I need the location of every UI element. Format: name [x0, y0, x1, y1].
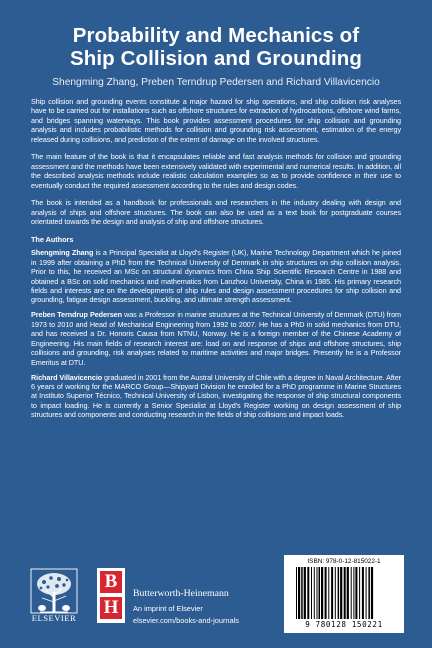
- barcode-bar: [301, 567, 303, 619]
- author-bio-villavicencio: [31, 373, 401, 420]
- barcode-bar: [351, 567, 352, 619]
- barcode-number: 9 780128 150221: [305, 620, 383, 629]
- bh-logo-letter-h: H: [100, 597, 122, 619]
- barcode-bar: [359, 567, 360, 619]
- author-bio-name: Preben Terndrup Pedersen: [31, 310, 122, 320]
- barcode-icon: [294, 567, 398, 619]
- barcode-bar: [366, 567, 367, 619]
- title-line-1: Probability and Mechanics of: [72, 24, 360, 47]
- barcode-bar: [344, 567, 346, 619]
- barcode-bar: [338, 567, 340, 619]
- barcode-bar: [311, 567, 312, 619]
- barcode-bar: [355, 567, 357, 619]
- author-bio-name: Richard Villavicencio: [31, 372, 103, 382]
- author-bio-name: Shengming Zhang: [31, 248, 94, 258]
- author-names: Shengming Zhang, Preben Terndrup Pedersen and Richard Villavicencio: [52, 77, 380, 88]
- authors-heading: The Authors: [31, 235, 74, 245]
- barcode-bar: [325, 567, 327, 619]
- barcode-bar: [304, 567, 306, 619]
- barcode-bar: [307, 567, 309, 619]
- barcode-bar: [362, 567, 364, 619]
- barcode-bar: [353, 567, 354, 619]
- barcode-bar: [298, 567, 300, 619]
- author-bio-text: graduated in 2001 from the Austral University of Chile with a degree in Naval Architecture. After 6 years of working for the MARCO Group—Shipyard Division he enrolled for a PhD programme in Marine Structures at Instituto Superior Técnico, Technical University of Lisbon, investigating the response of ship structural components to impact loading. He is currently a Senior Specialist at Lloyd’s Register working on design assessment of ship structures and components and conducting research in the fields of ship collisions and impact loads.: [31, 372, 401, 420]
- barcode-bar: [314, 567, 315, 619]
- elsevier-tree-logo-icon: [30, 568, 78, 614]
- author-bio-zhang: [31, 248, 401, 304]
- elsevier-wordmark: ELSEVIER: [31, 613, 77, 623]
- barcode-bar: [321, 567, 323, 619]
- bh-logo-letter-b: B: [100, 571, 122, 593]
- barcode-bar: [335, 567, 336, 619]
- barcode-bar: [368, 567, 370, 619]
- butterworth-heinemann-logo-icon: [97, 568, 125, 623]
- book-title: [16, 24, 416, 70]
- barcode-bar: [317, 567, 318, 619]
- isbn-text: ISBN: 978-0-12-815022-1: [307, 558, 381, 565]
- barcode-bar: [340, 567, 342, 619]
- barcode-bar: [347, 567, 349, 619]
- isbn-barcode: [284, 555, 404, 633]
- barcode-bar: [319, 567, 321, 619]
- author-bio-pedersen: [31, 310, 401, 366]
- barcode-bar: [371, 567, 373, 619]
- description-paragraph-3: The book is intended as a handbook for professionals and researchers in the industry dealing with design and analysis of ships and offshore structures. The book can also be used as a text book for postgraduate courses orientated towards the design and analysis of ship and offshore structures.: [31, 198, 401, 227]
- description-paragraph-1: Ship collision and grounding events constitute a major hazard for ship operations, and ship collision risk analyses have to be carried out for installations such as offshore structures for extraction of hydrocarbons, offshore wind farms, and bridges spanning waterways. This book provides assessment procedures for ship collision and grounding analysis and includes probabilistic methods for collision and grounding risk assessment, estimation of the energy released during collisions, and prediction of the extent of damage on the involved structures.: [31, 97, 401, 144]
- author-bio-text: was a Professor in marine structures at the Technical University of Denmark (DTU) from 1973 to 2010 and Head of Mechanical Engineering from 1992 to 2007. He has a PhD in solid mechanics from DTU, and has received a Dr. Honoris Causa from NTNU, Norway. He is a foreign member of the Chinese Academy of Engineering. His main fields of research interest are: load on and response of ships and offshore structures, ship collisions and grounding, risk analyses related to maritime activities and major bridges. Presently he is a Professor Emeritus at DTU.: [31, 310, 401, 367]
- publisher-name: Butterworth-Heinemann: [133, 588, 229, 599]
- barcode-bar: [331, 567, 333, 619]
- back-cover-text: [31, 97, 401, 425]
- author-bio-text: is a Principal Specialist at Lloyd’s Register (UK), Marine Technology Department which he joined in 1999 after obtaining a PhD from the Technical University of Denmark in ship structures on ship collision analysis. Prior to this, he received an MSc on structural dynamics from China Ship Scientific Research Centre in 1988 and obtained a BSc on solid mechanics and mathematics from Lanzhou University, China in 1985. His primary research fields and interests are on the developments of ship rules and design assessment procedures for ship collision and grounding, fatigue design assessment, buckling, and ultimate strength assessment.: [31, 248, 401, 305]
- publisher-url: elsevier.com/books-and-journals: [133, 616, 239, 625]
- description-paragraph-2: The main feature of the book is that it encapsulates reliable and fast analysis methods for collision and grounding assessment and the methods have been extensively validated with experimental and numerical results. In addition, all the described analysis methods include realistic calculation examples so as to provide confidence in their use to eventually conduct the required assessment according to the rules and design codes.: [31, 152, 401, 190]
- imprint-line: An imprint of Elsevier: [133, 604, 203, 613]
- title-line-2: Ship Collision and Grounding: [69, 47, 363, 70]
- barcode-bar: [328, 567, 329, 619]
- barcode-bar: [296, 567, 297, 619]
